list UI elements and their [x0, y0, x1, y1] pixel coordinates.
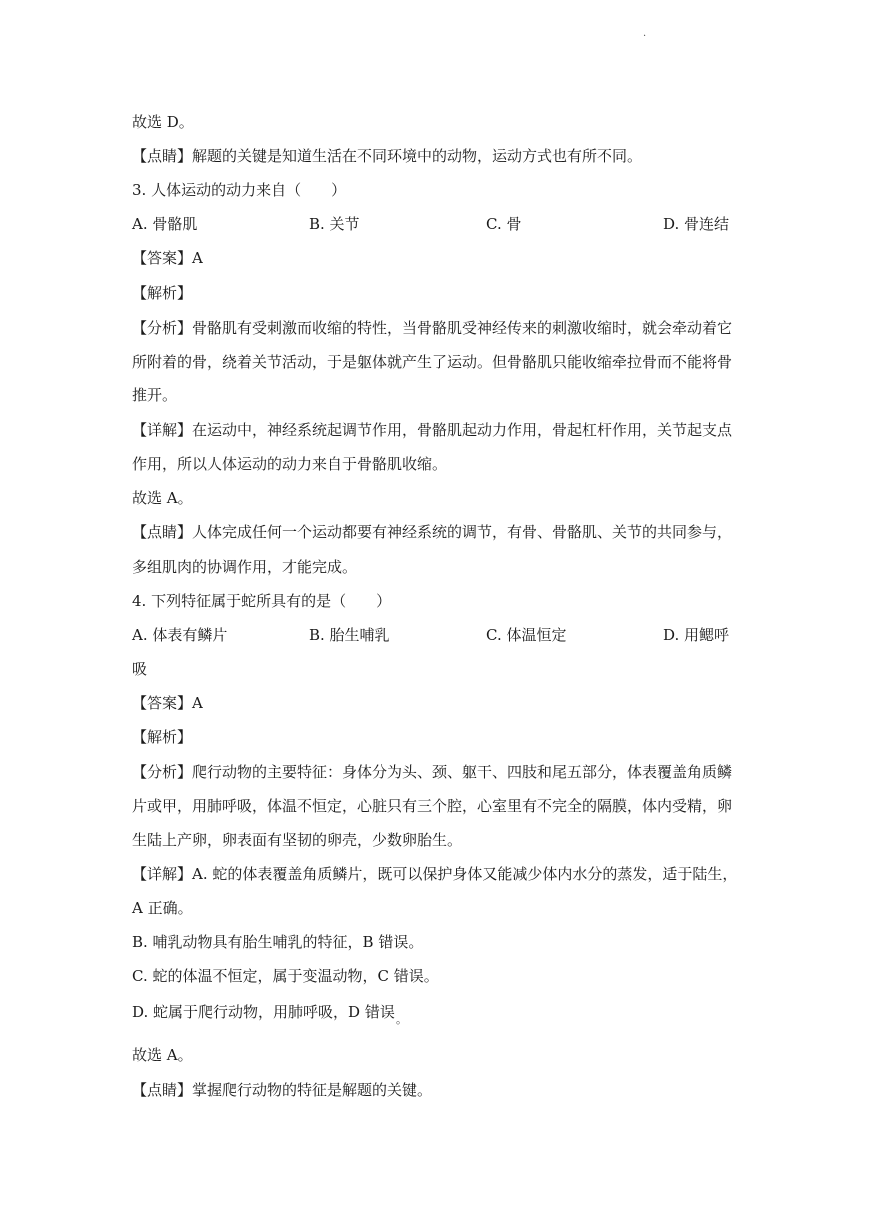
q4-option-d-continued: 吸 [132, 660, 148, 678]
comment-line: 【点睛】解题的关键是知道生活在不同环境中的动物，运动方式也有所不同。 [132, 147, 643, 165]
analysis-heading: 【解析】 [132, 284, 193, 302]
question-3-stem: 3. 人体运动的动力来自（ ） [132, 181, 347, 199]
answer-line: 【答案】A [132, 249, 203, 267]
detail-line: 【详解】A. 蛇的体表覆盖角质鳞片，既可以保护身体又能减少体内水分的蒸发，适于陆生， [132, 865, 738, 883]
comment-line: 多组肌肉的协调作用，才能完成。 [132, 558, 358, 576]
analysis-line: 【分析】骨骼肌有受刺激而收缩的特性，当骨骼肌受神经传来的刺激收缩时，就会牵动着它 [132, 319, 733, 337]
answer-choice-line: 故选 A。 [132, 1046, 193, 1064]
q3-option-c: C. 骨 [486, 215, 522, 233]
comment-line: 【点睛】人体完成任何一个运动都要有神经系统的调节，有骨、骨骼肌、关节的共同参与， [132, 523, 733, 541]
detail-line: D. 蛇属于爬行动物，用肺呼吸，D 错误 [132, 1003, 395, 1021]
answer-choice-line: 故选 D。 [132, 113, 194, 131]
question-4-stem: 4. 下列特征属于蛇所具有的是（ ） [132, 592, 392, 610]
analysis-line: 【分析】爬行动物的主要特征：身体分为头、颈、躯干、四肢和尾五部分，体表覆盖角质鳞 [132, 763, 733, 781]
detail-line: 【详解】在运动中，神经系统起调节作用，骨骼肌起动力作用，骨起杠杆作用，关节起支点 [132, 421, 733, 439]
q3-option-a: A. 骨骼肌 [132, 215, 198, 233]
detail-line: A 正确。 [132, 899, 193, 917]
trailing-period-mark: 。 [396, 1013, 407, 1026]
q4-option-b: B. 胎生哺乳 [309, 626, 390, 644]
header-dot: · [643, 31, 647, 42]
q4-option-c: C. 体温恒定 [486, 626, 567, 644]
analysis-heading: 【解析】 [132, 728, 193, 746]
answer-choice-line: 故选 A。 [132, 489, 193, 507]
analysis-line: 所附着的骨，绕着关节活动，于是躯体就产生了运动。但骨骼肌只能收缩牵拉骨而不能将骨 [132, 353, 733, 371]
q3-option-d: D. 骨连结 [663, 215, 730, 233]
q4-option-a: A. 体表有鳞片 [132, 626, 228, 644]
q4-option-d: D. 用鳃呼 [663, 626, 730, 644]
q3-option-b: B. 关节 [309, 215, 360, 233]
analysis-line: 生陆上产卵，卵表面有坚韧的卵壳，少数卵胎生。 [132, 831, 463, 849]
comment-line: 【点睛】掌握爬行动物的特征是解题的关键。 [132, 1081, 433, 1099]
detail-line: B. 哺乳动物具有胎生哺乳的特征，B 错误。 [132, 933, 424, 951]
detail-line: 作用，所以人体运动的动力来自于骨骼肌收缩。 [132, 455, 448, 473]
answer-line: 【答案】A [132, 694, 203, 712]
analysis-line: 片或甲，用肺呼吸，体温不恒定，心脏只有三个腔，心室里有不完全的隔膜，体内受精，卵 [132, 797, 733, 815]
analysis-line: 推开。 [132, 386, 178, 404]
detail-line: C. 蛇的体温不恒定，属于变温动物，C 错误。 [132, 967, 439, 985]
